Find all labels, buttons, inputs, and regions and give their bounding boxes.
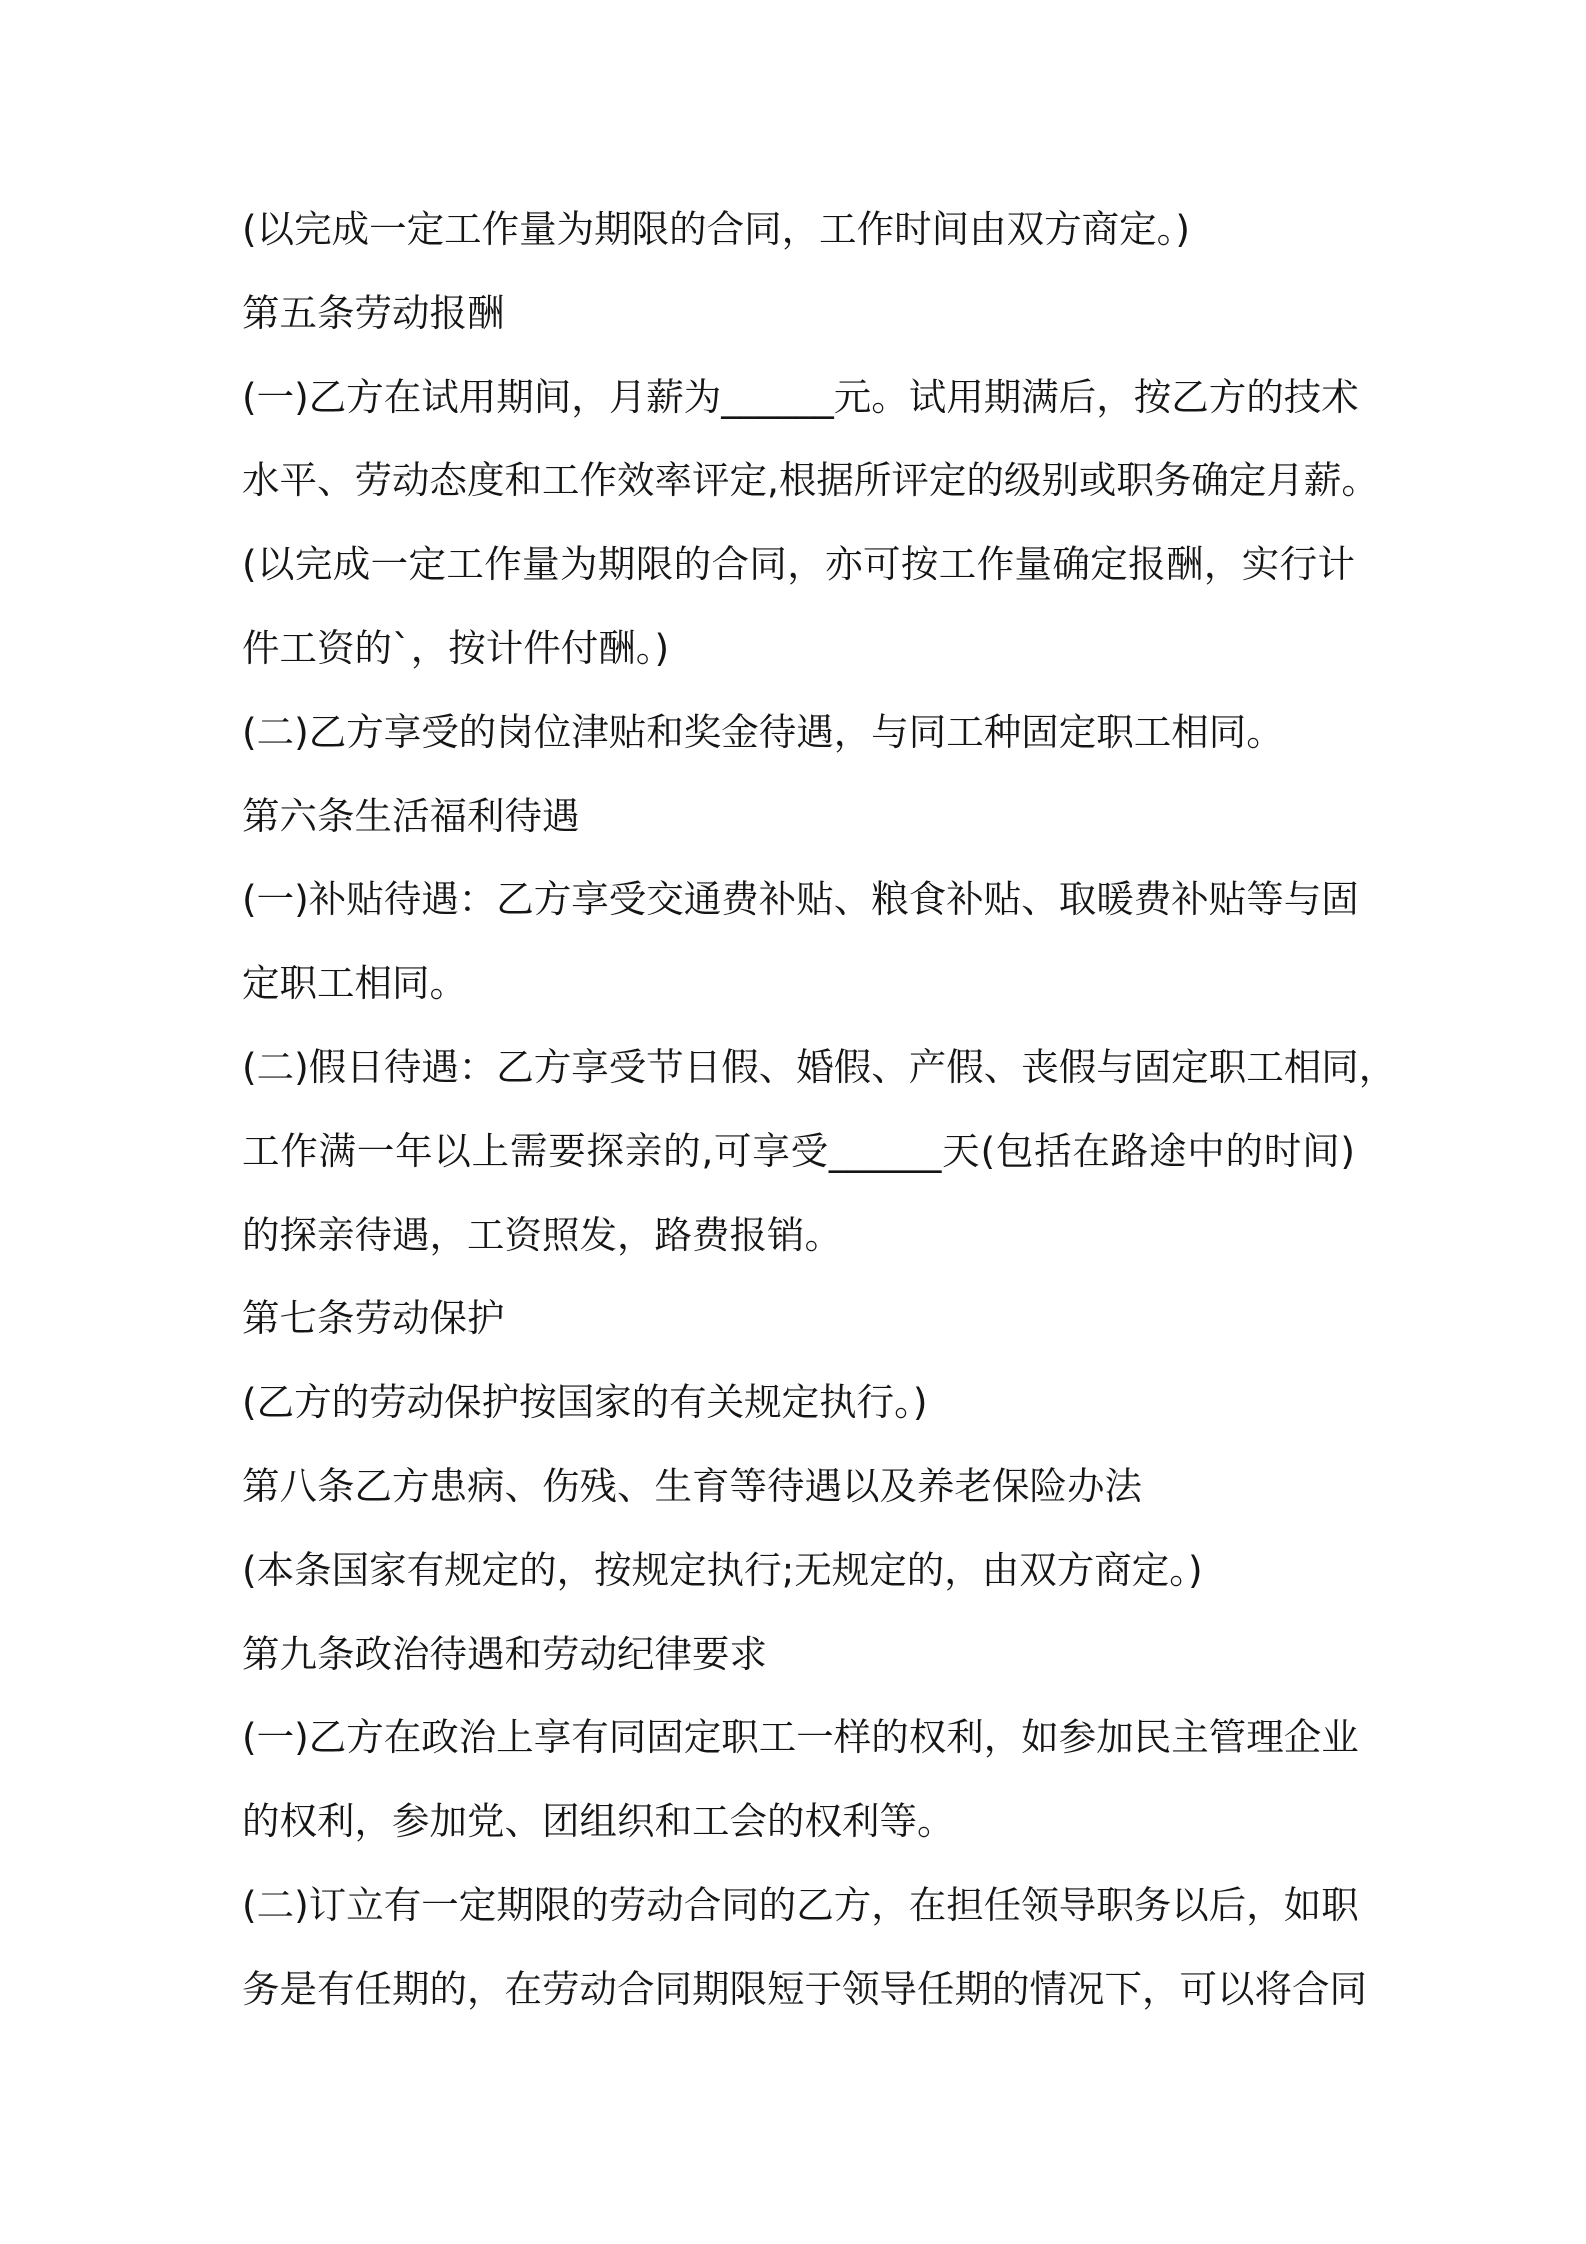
paragraph-6-2 bbox=[242, 1026, 1397, 1277]
paragraph-5-note bbox=[242, 523, 1355, 691]
text-line: (一)乙方在政治上享有同固定职工一样的权利，如参加民主管理企业 bbox=[242, 1715, 1359, 1760]
heading-article-6 bbox=[242, 775, 1355, 859]
paragraph-9-2 bbox=[242, 1864, 1367, 2032]
text-line: (以完成一定工作量为期限的合同，亦可按工作量确定报酬，实行计 bbox=[242, 542, 1355, 587]
text-line: 水平、劳动态度和工作效率评定,根据所评定的级别或职务确定月薪。 bbox=[242, 458, 1379, 503]
section-heading: 第七条劳动保护 bbox=[242, 1296, 505, 1341]
heading-article-5 bbox=[242, 272, 1355, 356]
text-line: (二)假日待遇：乙方享受节日假、婚假、产假、丧假与固定职工相同， bbox=[242, 1044, 1397, 1089]
text-line: 工作满一年以上需要探亲的,可享受______天(包括在路途中的时间) bbox=[242, 1128, 1355, 1173]
heading-article-7 bbox=[242, 1277, 1355, 1361]
section-heading: 第五条劳动报酬 bbox=[242, 290, 505, 335]
paragraph-8-note bbox=[242, 1529, 1355, 1613]
paragraph-7-note bbox=[242, 1361, 1355, 1445]
section-heading: 第六条生活福利待遇 bbox=[242, 793, 580, 838]
heading-article-8 bbox=[242, 1445, 1355, 1529]
paragraph-6-1 bbox=[242, 858, 1359, 1026]
text-line: (一)补贴待遇：乙方享受交通费补贴、粮食补贴、取暖费补贴等与固 bbox=[242, 877, 1359, 922]
text-line: (本条国家有规定的，按规定执行;无规定的，由双方商定。) bbox=[242, 1547, 1203, 1592]
text-line: (以完成一定工作量为期限的合同，工作时间由双方商定。) bbox=[242, 207, 1191, 251]
heading-article-9 bbox=[242, 1613, 1355, 1697]
paragraph-5-2 bbox=[242, 691, 1355, 775]
text-line: (二)乙方享受的岗位津贴和奖金待遇，与同工种固定职工相同。 bbox=[242, 709, 1284, 754]
section-heading: 第八条乙方患病、伤残、生育等待遇以及养老保险办法 bbox=[242, 1463, 1142, 1508]
paragraph-9-1 bbox=[242, 1696, 1359, 1864]
text-line: 的权利，参加党、团组织和工会的权利等。 bbox=[242, 1799, 955, 1844]
text-line: 务是有任期的，在劳动合同期限短于领导任期的情况下，可以将合同 bbox=[242, 1966, 1367, 2011]
text-line: (一)乙方在试用期间，月薪为______元。试用期满后，按乙方的技术 bbox=[242, 374, 1359, 419]
text-line: (二)订立有一定期限的劳动合同的乙方，在担任领导职务以后，如职 bbox=[242, 1882, 1359, 1927]
text-line: 件工资的`，按计件付酬。) bbox=[242, 625, 670, 670]
text-line: 的探亲待遇，工资照发，路费报销。 bbox=[242, 1212, 842, 1257]
paragraph-work-time-note bbox=[242, 188, 1355, 272]
paragraph-5-1 bbox=[242, 356, 1379, 524]
text-line: 定职工相同。 bbox=[242, 961, 467, 1006]
section-heading: 第九条政治待遇和劳动纪律要求 bbox=[242, 1631, 767, 1676]
text-line: (乙方的劳动保护按国家的有关规定执行。) bbox=[242, 1380, 928, 1425]
document-body bbox=[242, 188, 1397, 2032]
